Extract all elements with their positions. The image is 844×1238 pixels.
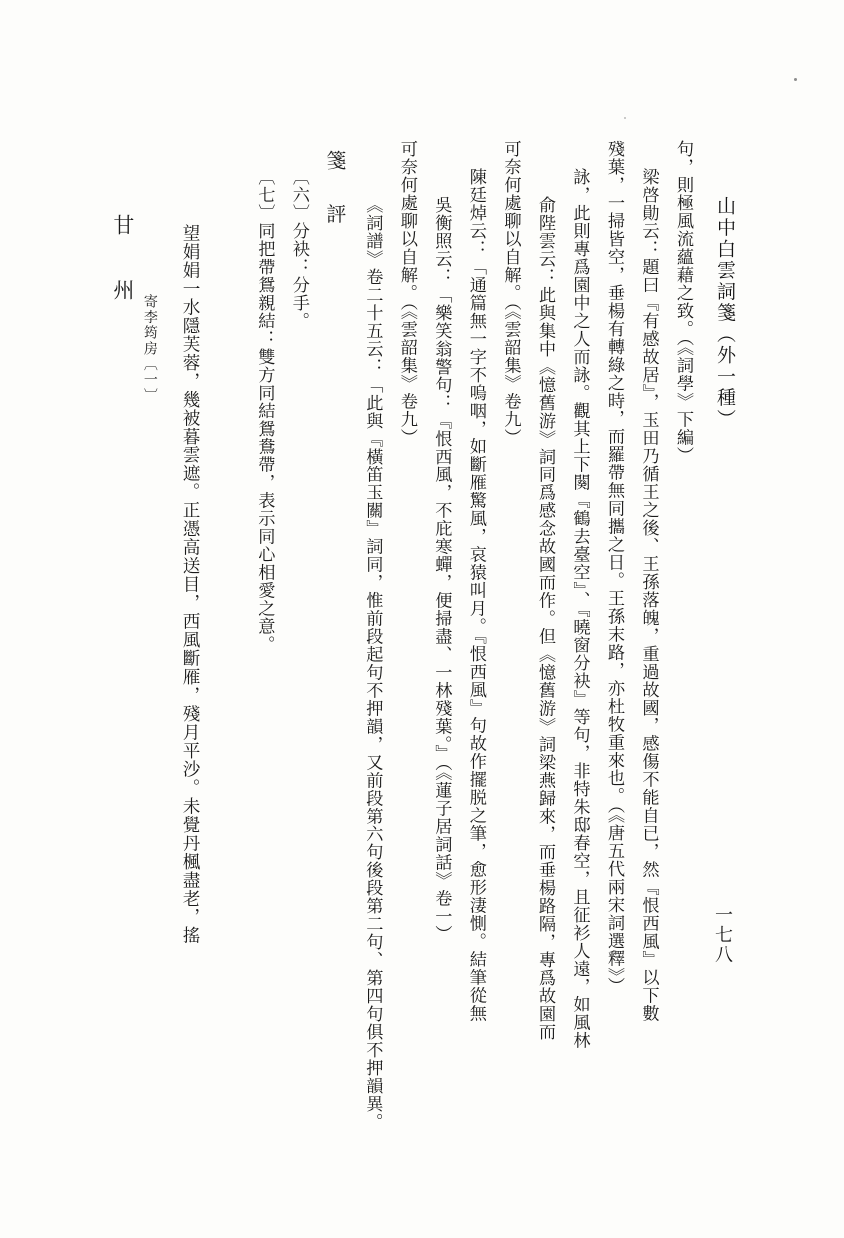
note-line: 吳衡照云：「樂笑翁警句：『恨西風，不庇寒蟬，便掃盡、一林殘葉。』（《蓮子居詞話》卷一） bbox=[431, 196, 452, 944]
poem-columns bbox=[98, 200, 204, 945]
note-line: 〔六〕分袂：分手。 bbox=[288, 168, 309, 330]
note-line: 陳廷焯云：「通篇無一字不嗚咽，如斷雁驚風，哀猿叫月。『恨西風』句故作擺脱之筆，愈形淒惻。結筆從無 bbox=[465, 168, 486, 1023]
page-speck bbox=[624, 117, 626, 119]
page-number: 一七八 bbox=[712, 905, 733, 966]
commentary-label: 箋 評 bbox=[322, 150, 347, 231]
note-line: 〔七〕同把帶鴛親結：雙方同結鴛鴦帶，表示同心相愛之意。 bbox=[254, 168, 275, 654]
note-line: 詠，此則專爲園中之人而詠。觀其上下闋『鶴去臺空』、『曉窗分袂』等句，非特朱邸春空，且征衫人遠，如風林 bbox=[569, 168, 590, 1050]
page-header-title: 山中白雲詞箋（外一種） bbox=[714, 196, 736, 431]
note-line: 可奈何處聊以自解。（《雲韶集》卷九） bbox=[396, 140, 417, 447]
page-speck bbox=[794, 78, 797, 81]
note-line: 殘葉，一掃皆空，垂楊有轉綠之時，而羅帶無同攜之日。王孫末路，亦杜牧重來也。（《唐五代兩宋詞選釋》） bbox=[603, 140, 624, 995]
note-line: 句，則極風流蘊藉之致。（《詞學》下編） bbox=[673, 140, 693, 465]
note-line: 《詞譜》卷二十五云：「此與『橫笛玉關』詞同，惟前段起句不押韻，又前段第六句後段第二句、第四句俱不押韻異。 bbox=[362, 196, 383, 1131]
poem-section bbox=[98, 200, 204, 945]
note-line: 可奈何處聊以自解。（《雲韶集》卷九） bbox=[500, 140, 521, 447]
poem-title: 甘 州 bbox=[110, 214, 135, 312]
commentary-columns bbox=[243, 140, 696, 1150]
poem-body: 望娟娟一水隱芙蓉，幾被暮雲遮。正憑高送目，西風斷雁，殘月平沙。未覺丹楓盡老，搖 bbox=[180, 224, 200, 945]
poem-subtitle: 寄李筠房〔一〕 bbox=[141, 294, 158, 404]
note-line: 梁啓勛云：題曰『有感故居』，玉田乃循王之後、王孫落魄，重過故國，感傷不能自已，然『恨西風』以下數 bbox=[638, 168, 659, 1023]
note-line: 俞陛雲云：此與集中《憶舊游》詞同爲感念故國而作。但《憶舊游》詞梁燕歸來，而垂楊路隔，專爲故園而 bbox=[534, 196, 555, 1041]
commentary-section bbox=[243, 140, 696, 1150]
